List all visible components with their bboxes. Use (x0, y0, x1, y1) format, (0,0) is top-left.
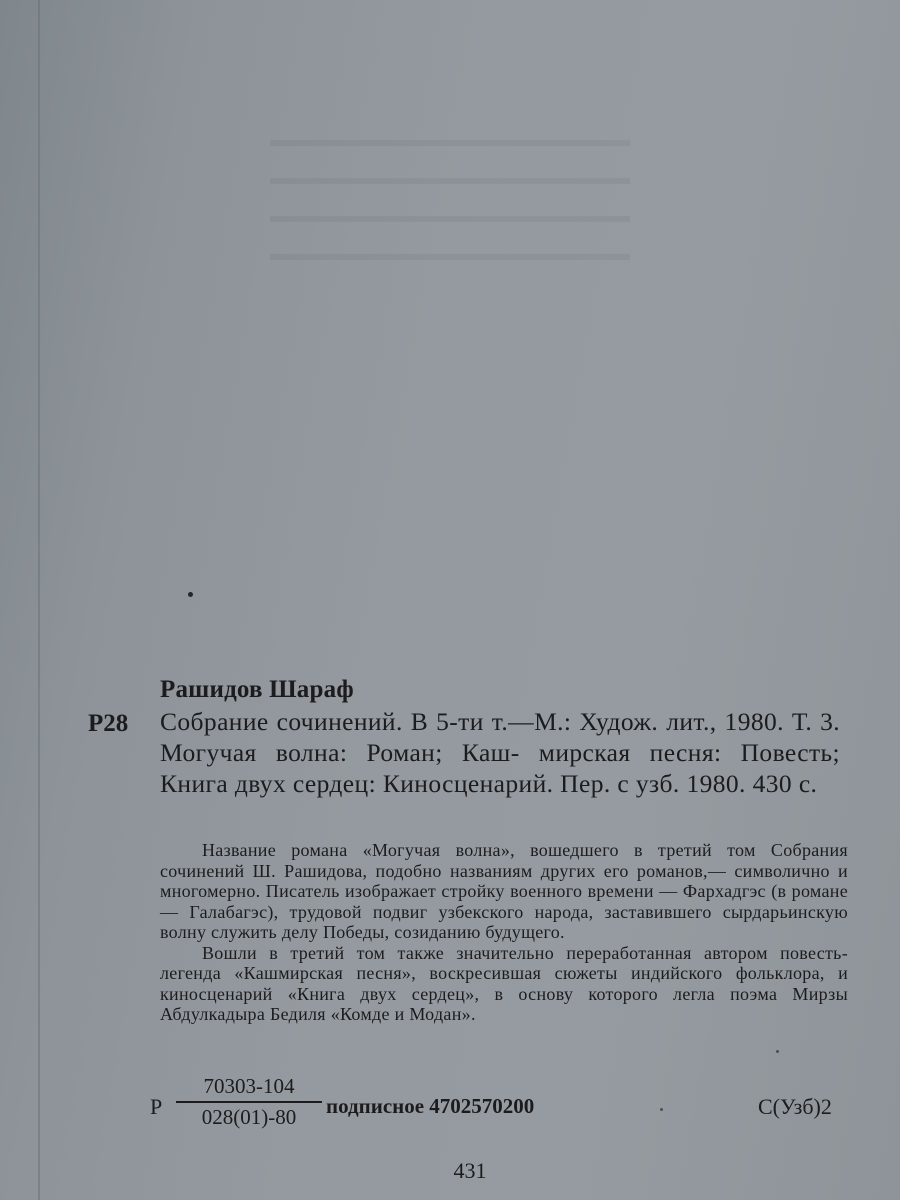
bibliographic-record (160, 706, 840, 799)
record-line: лит., 1980. Т. 3. Могучая волна: Роман; Каш- (160, 707, 841, 767)
author-name: Рашидов Шараф (160, 676, 354, 703)
page-edge-shadow (38, 0, 40, 1200)
ink-speck (660, 1108, 663, 1111)
code-numerator: 70303-104 (176, 1074, 322, 1103)
annotation (160, 840, 848, 1025)
show-through-text (270, 140, 630, 260)
ink-dot (188, 592, 193, 597)
library-index-code: Р28 (88, 710, 129, 737)
page-number: 431 (453, 1158, 487, 1183)
record-line: Собрание сочинений. В 5-ти т.—М.: Худож. (160, 707, 659, 736)
classification-code: С(Узб)2 (758, 1094, 832, 1119)
publication-code-fraction (176, 1074, 322, 1130)
code-denominator: 028(01)-80 (201, 1105, 297, 1129)
annotation-paragraph: Вошли в третий том также значительно переработанная автором повесть-легенда «Кашмирская песня», воскресившая сюжеты индийского фольклора, и киносценарий «Книга двух сердец», в основу которого легла поэма Мирзы Абдулкадыра Бедиля «Комде и Модан». (160, 942, 848, 1024)
annotation-paragraph: Название романа «Могучая волна», вошедшего в третий том Собрания сочинений Ш. Рашидова, подобно названиям других его романов,— символично и многомерно. Писатель изображает стройку военного времени — Фархадгэс (в романе — Галабагэс), трудовой подвиг узбекского народа, заставившего сырдарьинскую волну служить делу Победы, созиданию будущего. (160, 840, 848, 942)
subscription-code: подписное 4702570200 (326, 1094, 535, 1118)
record-line: мирская песня: Повесть; Книга двух сердец: (160, 738, 840, 798)
ink-speck (776, 1050, 779, 1053)
record-line: Киносценарий. Пер. с узб. 1980. 430 с. (382, 769, 818, 798)
publication-code-letter: Р (150, 1094, 163, 1119)
